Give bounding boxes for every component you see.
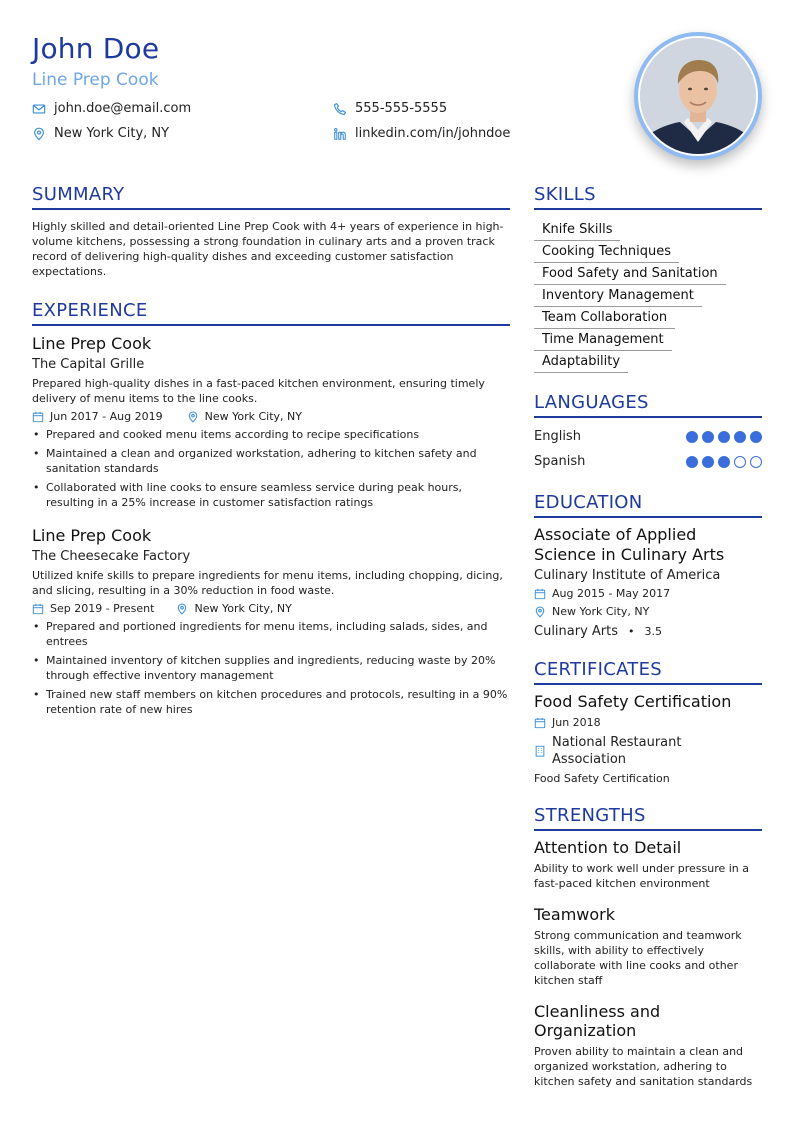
level-dot-filled bbox=[718, 431, 730, 443]
strength-item bbox=[534, 1002, 762, 1089]
level-dot-filled bbox=[702, 456, 714, 468]
skill-tag: Food Safety and Sanitation bbox=[534, 264, 726, 285]
strength-title: Teamwork bbox=[534, 905, 616, 924]
certificate-name: Food Safety Certification bbox=[534, 692, 732, 711]
list-item: • Maintained a clean and organized workstation, adhering to kitchen safety and sanitation standards bbox=[32, 446, 510, 476]
education-heading: EDUCATION bbox=[534, 492, 762, 518]
list-item: • Trained new staff members on kitchen procedures and protocols, resulting in a 90% retention rate of new hires bbox=[32, 687, 510, 717]
job-description: Utilized knife skills to prepare ingredients for menu items, including chopping, dicing, and slicing, resulting in a 30% reduction in food waste. bbox=[32, 569, 503, 597]
list-item: • Maintained inventory of kitchen supplies and ingredients, reducing waste by 20% through effective inventory management bbox=[32, 653, 510, 683]
strength-text: Ability to work well under pressure in a fast-paced kitchen environment bbox=[534, 862, 750, 890]
education-school: Culinary Institute of America bbox=[534, 568, 721, 583]
location-pin-icon bbox=[187, 411, 199, 423]
phone-text: 555-555-5555 bbox=[355, 101, 448, 116]
skill-tag: Cooking Techniques bbox=[534, 242, 679, 263]
skill-tag: Adaptability bbox=[534, 352, 628, 373]
contact-email[interactable] bbox=[32, 101, 191, 116]
list-item: • Prepared and cooked menu items according to recipe specifications bbox=[32, 427, 510, 442]
level-dot-filled bbox=[686, 456, 698, 468]
strengths-heading: STRENGTHS bbox=[534, 805, 762, 831]
calendar-icon bbox=[534, 717, 546, 729]
candidate-name: John Doe bbox=[32, 32, 160, 65]
calendar-icon bbox=[32, 603, 44, 615]
job-location: New York City, NY bbox=[176, 602, 291, 615]
email-icon bbox=[32, 102, 46, 116]
job-dates: Jun 2017 - Aug 2019 bbox=[32, 410, 163, 423]
contact-phone[interactable] bbox=[333, 101, 447, 116]
education-gpa-row bbox=[534, 624, 762, 639]
strength-title: Cleanliness and Organization bbox=[534, 1002, 661, 1040]
job-entry bbox=[32, 334, 510, 510]
skill-tag: Inventory Management bbox=[534, 286, 702, 307]
job-company: The Cheesecake Factory bbox=[32, 549, 191, 564]
contact-linkedin[interactable] bbox=[333, 126, 510, 141]
avatar-portrait bbox=[640, 38, 756, 154]
skill-tag: Time Management bbox=[534, 330, 672, 351]
education-gpa: 3.5 bbox=[644, 625, 663, 638]
language-row bbox=[534, 424, 762, 449]
level-dot-filled bbox=[718, 456, 730, 468]
certificate-date: Jun 2018 bbox=[534, 716, 762, 729]
language-name: Spanish bbox=[534, 454, 586, 469]
level-dot-empty bbox=[750, 456, 762, 468]
job-bullets bbox=[32, 619, 510, 717]
summary-text: Highly skilled and detail-oriented Line Prep Cook with 4+ years of experience in high-volume kitchens, possessing a strong foundation in culinary arts and a proven track record of delivering high-quality dishes and exceeding customer satisfaction expectations. bbox=[32, 220, 504, 278]
strength-item bbox=[534, 838, 762, 891]
job-entry bbox=[32, 526, 510, 717]
contact-location bbox=[32, 126, 169, 141]
strength-item bbox=[534, 905, 762, 988]
certificate-description: Food Safety Certification bbox=[534, 772, 670, 785]
right-column bbox=[534, 184, 762, 1089]
linkedin-text: linkedin.com/in/johndoe bbox=[355, 126, 511, 141]
certificate-issuer: National Restaurant Association bbox=[534, 734, 762, 768]
job-bullets bbox=[32, 427, 510, 510]
phone-icon bbox=[333, 102, 347, 116]
strength-text: Strong communication and teamwork skills, with ability to effectively collaborate with line cooks and other kitchen staff bbox=[534, 929, 742, 987]
job-company: The Capital Grille bbox=[32, 357, 145, 372]
education-location: New York City, NY bbox=[534, 605, 762, 618]
calendar-icon bbox=[534, 588, 546, 600]
profile-photo bbox=[634, 32, 762, 160]
skill-tag: Team Collaboration bbox=[534, 308, 675, 329]
language-level bbox=[686, 431, 762, 443]
list-item: • Prepared and portioned ingredients for menu items, including salads, sides, and entrees bbox=[32, 619, 510, 649]
language-level bbox=[686, 456, 762, 468]
summary-heading: SUMMARY bbox=[32, 184, 510, 210]
list-item: • Collaborated with line cooks to ensure seamless service during peak hours, resulting in a 25% increase in customer satisfaction ratings bbox=[32, 480, 510, 510]
language-row bbox=[534, 449, 762, 474]
level-dot-filled bbox=[750, 431, 762, 443]
job-description: Prepared high-quality dishes in a fast-paced kitchen environment, ensuring timely delivery of menu items to the line cooks. bbox=[32, 377, 485, 405]
job-location: New York City, NY bbox=[187, 410, 302, 423]
calendar-icon bbox=[32, 411, 44, 423]
location-pin-icon bbox=[176, 603, 188, 615]
skill-tag: Knife Skills bbox=[534, 220, 620, 241]
level-dot-filled bbox=[734, 431, 746, 443]
building-icon bbox=[534, 745, 546, 757]
job-title: Line Prep Cook bbox=[32, 334, 152, 353]
experience-heading: EXPERIENCE bbox=[32, 300, 510, 326]
education-dates: Aug 2015 - May 2017 bbox=[534, 587, 762, 600]
resume-header bbox=[32, 30, 762, 170]
strength-text: Proven ability to maintain a clean and organized workstation, adhering to kitchen safety and sanitation standards bbox=[534, 1045, 753, 1088]
languages-list bbox=[534, 424, 762, 474]
candidate-role: Line Prep Cook bbox=[32, 70, 159, 90]
job-title: Line Prep Cook bbox=[32, 526, 152, 545]
location-pin-icon bbox=[32, 127, 46, 141]
job-dates: Sep 2019 - Present bbox=[32, 602, 154, 615]
certificates-heading: CERTIFICATES bbox=[534, 659, 762, 685]
linkedin-icon bbox=[333, 127, 347, 141]
education-degree: Associate of Applied Science in Culinary Arts bbox=[534, 525, 725, 564]
language-name: English bbox=[534, 429, 581, 444]
separator-dot: • bbox=[628, 625, 635, 638]
education-field: Culinary Arts bbox=[534, 624, 619, 639]
location-text: New York City, NY bbox=[54, 126, 170, 141]
skills-heading: SKILLS bbox=[534, 184, 762, 210]
level-dot-filled bbox=[702, 431, 714, 443]
location-pin-icon bbox=[534, 606, 546, 618]
languages-heading: LANGUAGES bbox=[534, 392, 762, 418]
strength-title: Attention to Detail bbox=[534, 838, 682, 857]
email-text: john.doe@email.com bbox=[54, 101, 192, 116]
skills-list bbox=[534, 218, 762, 372]
level-dot-empty bbox=[734, 456, 746, 468]
level-dot-filled bbox=[686, 431, 698, 443]
left-column bbox=[32, 184, 510, 717]
